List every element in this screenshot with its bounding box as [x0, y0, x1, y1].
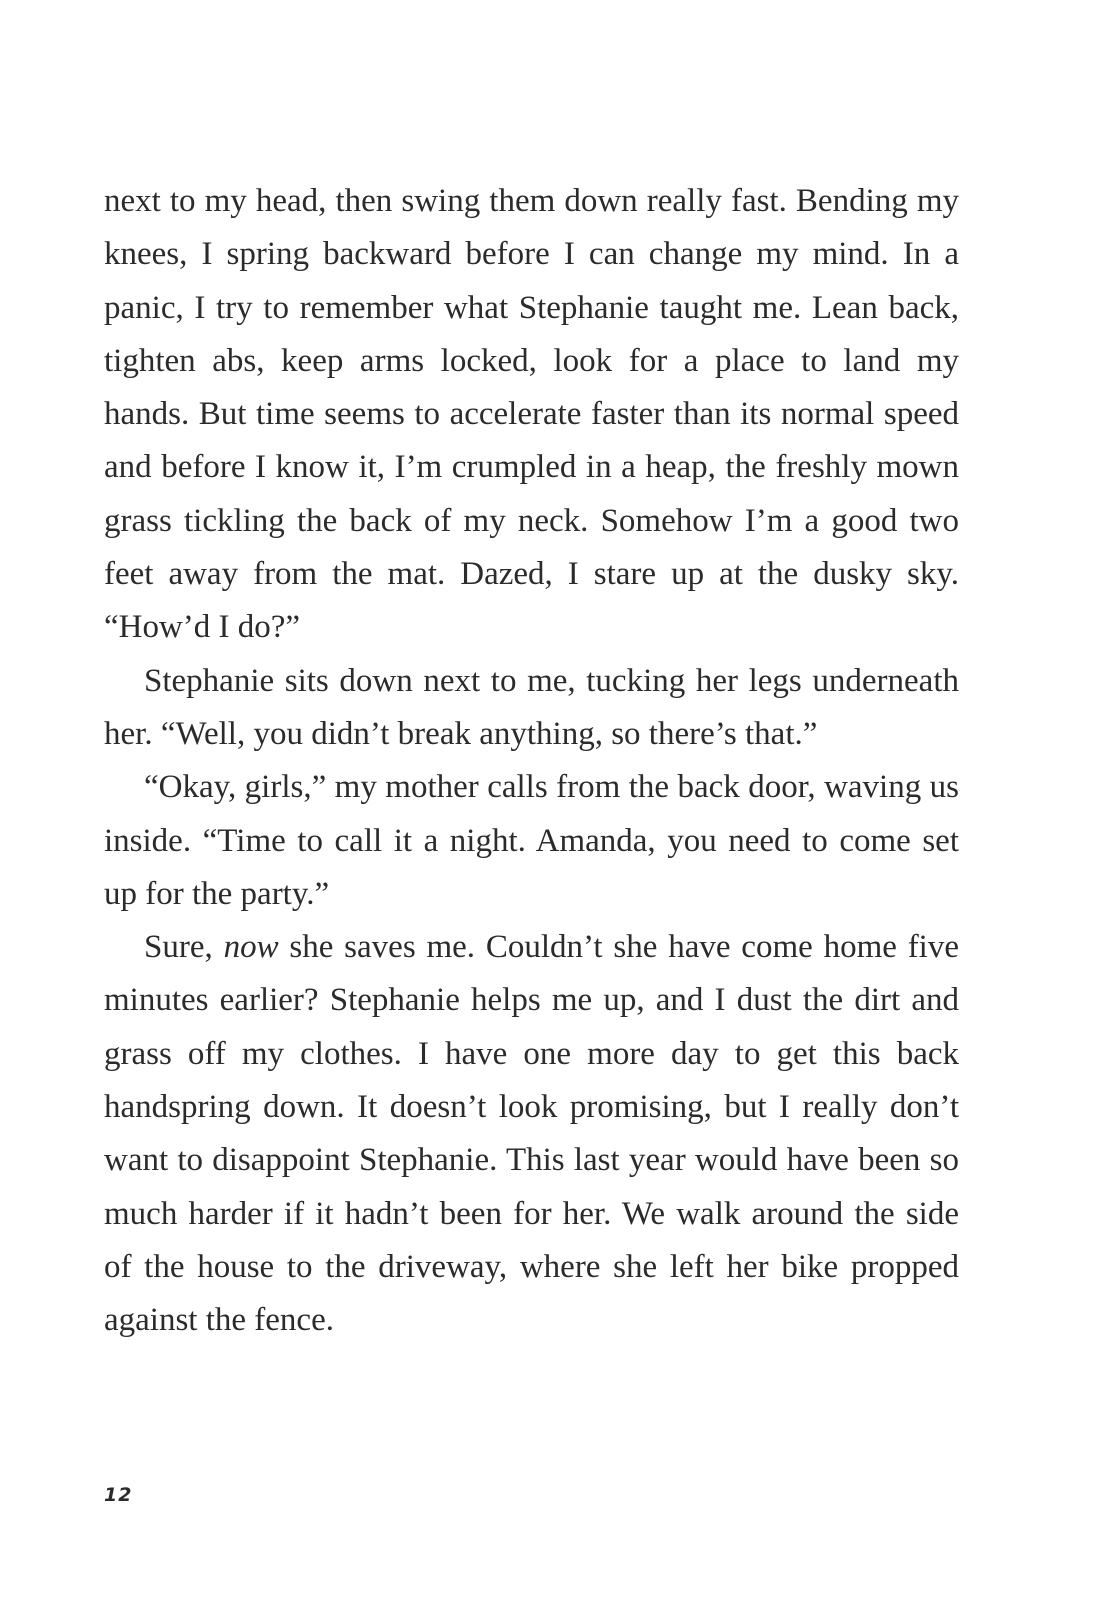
paragraph-4-text-end: she saves me. Couldn’t she have come home five minutes earlier? Stephanie helps me up, and I dust the dirt and grass off my clothes. I have one more day to get this back handspring down. It doesn’t look promising, but I really don’t want to disappoint Stephanie. This last year would have been so much harder if it hadn’t been for her. We walk around the side of the house to the driveway, where she left her bike propped against the fence.: [104, 929, 960, 1339]
paragraph-3-text: “Okay, girls,” my mother calls from the back door, waving us inside. “Time to call it a night. Amanda, you need to come set up for the party.”: [104, 769, 959, 912]
paragraph-4: [104, 921, 959, 1347]
page-number: 12: [104, 1484, 133, 1506]
paragraph-1-text: next to my head, then swing them down really fast. Bending my knees, I spring backward before I can change my mind. In a panic, I try to remember what Stephanie taught me. Lean back, tighten abs, keep arms locked, look for a place to land my hands. But time seems to accelerate faster than its normal speed and before I know it, I’m crumpled in a heap, the freshly mown grass tickling the back of my neck. Somehow I’m a good two feet away from the mat. Dazed, I stare up at the dusky sky. “How’d I do?”: [104, 183, 959, 646]
paragraph-2: [104, 655, 959, 762]
paragraph-4-text-start: Sure,: [144, 929, 224, 966]
body-text: [104, 175, 959, 1348]
paragraph-1: [104, 175, 959, 655]
paragraph-3: [104, 761, 959, 921]
paragraph-4-emphasis: now: [223, 929, 279, 966]
paragraph-2-text: Stephanie sits down next to me, tucking her legs underneath her. “Well, you didn’t break anything, so there’s that.”: [104, 662, 959, 752]
